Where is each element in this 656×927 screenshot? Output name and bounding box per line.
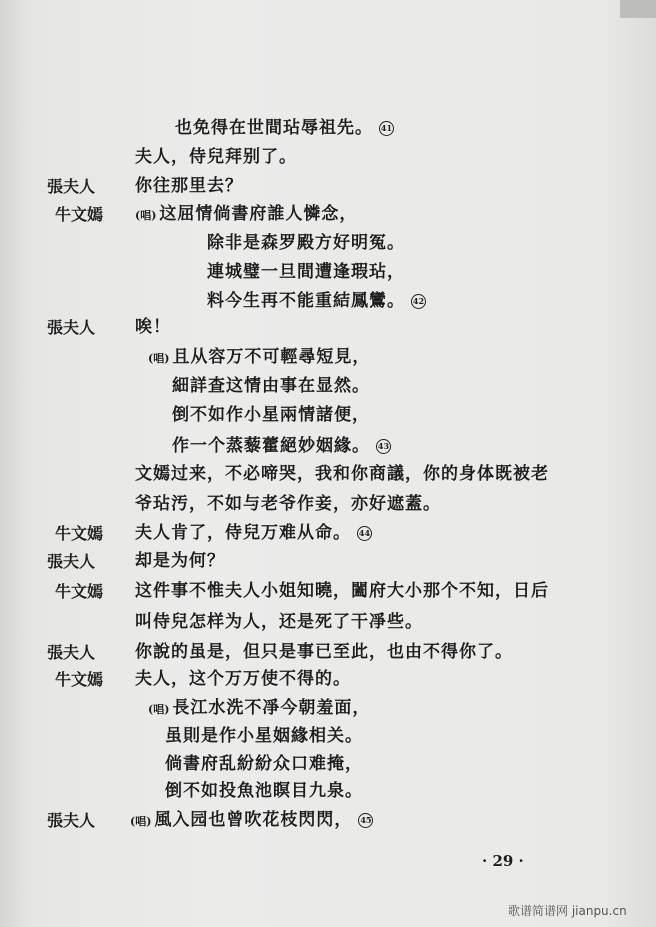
line-text: 倒不如作小星兩情諸便， <box>172 405 370 425</box>
line-text: 夫人，这个万万使不得的。 <box>135 669 351 689</box>
speaker-name: 張夫人 <box>47 643 96 662</box>
line-text: 倒不如投魚池瞑目九泉。 <box>165 781 363 801</box>
dialogue-line <box>172 376 370 396</box>
speaker-name: 牛文嫣 <box>55 524 104 543</box>
line-text: 倘書府乱紛紛众口难掩， <box>165 754 363 774</box>
dialogue-line <box>130 810 373 832</box>
scan-edge <box>620 0 656 18</box>
page-number: · 29 · <box>482 852 524 870</box>
dialogue-line <box>135 176 243 196</box>
line-text: 却是为何？ <box>135 551 225 571</box>
dialogue-line <box>175 118 394 138</box>
line-text: 夫人肯了，侍兒万难从命。 <box>135 523 351 543</box>
dialogue-line <box>135 204 357 226</box>
line-text: 且从容万不可輕尋短見， <box>172 347 371 367</box>
line-text: 你說的虽是，但只是事已至此，也由不得你了。 <box>135 642 513 662</box>
speaker-name: 張夫人 <box>47 552 96 571</box>
dialogue-line <box>165 781 363 801</box>
sing-marker: (唱) <box>130 815 152 828</box>
footnote-marker: 45 <box>358 813 373 828</box>
dialogue-line <box>135 551 225 571</box>
speaker-name: 牛文嫣 <box>55 670 104 689</box>
line-text: 你往那里去？ <box>135 176 243 196</box>
line-text: 叫侍兒怎样为人，还是死了干凈些。 <box>135 612 423 632</box>
footnote-marker: 43 <box>376 439 391 454</box>
dialogue-line <box>135 669 351 689</box>
watermark: 歌谱简谱网 jianpu.cn <box>508 904 627 918</box>
sing-marker: (唱) <box>148 703 170 716</box>
dialogue-line <box>135 317 171 337</box>
line-text: 連城璧一旦間遭逢瑕玷， <box>207 262 405 282</box>
dialogue-line <box>135 581 549 601</box>
speaker-name: 張夫人 <box>47 811 96 830</box>
speaker-name: 牛文嫣 <box>55 205 104 224</box>
line-text: 也免得在世間玷辱祖先。 <box>175 118 373 138</box>
speaker-name: 張夫人 <box>47 318 96 337</box>
dialogue-line <box>135 612 423 632</box>
line-text: 虽則是作小星姻緣相关。 <box>165 726 363 746</box>
dialogue-line <box>165 726 363 746</box>
speaker-name: 張夫人 <box>47 177 96 196</box>
dialogue-line <box>135 642 513 662</box>
sing-marker: (唱) <box>148 352 170 365</box>
dialogue-line <box>135 523 372 543</box>
dialogue-line <box>207 233 405 253</box>
line-text: 文嫣过来，不必啼哭，我和你商議，你的身体既被老 <box>135 464 549 484</box>
dialogue-line <box>172 405 370 425</box>
dialogue-line <box>148 698 370 720</box>
line-text: 風入园也曾吹花枝閃閃， <box>154 810 353 830</box>
line-text: 長江水洗不凈今朝羞面， <box>172 698 371 718</box>
sing-marker: (唱) <box>135 209 157 222</box>
dialogue-line <box>135 147 297 167</box>
dialogue-line <box>165 754 363 774</box>
line-text: 作一个蒸藜藿絕妙姻緣。 <box>172 436 370 456</box>
dialogue-line <box>135 464 549 484</box>
line-text: 爷玷汚，不如与老爷作妾，亦好遮蓋。 <box>135 494 441 514</box>
line-text: 除非是森罗殿方好明冤。 <box>207 233 405 253</box>
dialogue-line <box>207 262 405 282</box>
dialogue-line <box>148 347 370 369</box>
line-text: 唉！ <box>135 317 171 337</box>
dialogue-line <box>172 436 391 456</box>
speaker-name: 牛文嫣 <box>55 582 104 601</box>
footnote-marker: 44 <box>357 526 372 541</box>
dialogue-line <box>207 291 426 311</box>
line-text: 这屈情倘書府誰人憐念， <box>159 204 358 224</box>
footnote-marker: 42 <box>411 294 426 309</box>
line-text: 夫人，侍兒拜别了。 <box>135 147 297 167</box>
line-text: 料今生再不能重結鳳鸞。 <box>207 291 405 311</box>
line-text: 这件事不惟夫人小姐知曉，闔府大小那个不知，日后 <box>135 581 549 601</box>
dialogue-line <box>135 494 441 514</box>
line-text: 細詳查这情由事在显然。 <box>172 376 370 396</box>
footnote-marker: 41 <box>379 121 394 136</box>
